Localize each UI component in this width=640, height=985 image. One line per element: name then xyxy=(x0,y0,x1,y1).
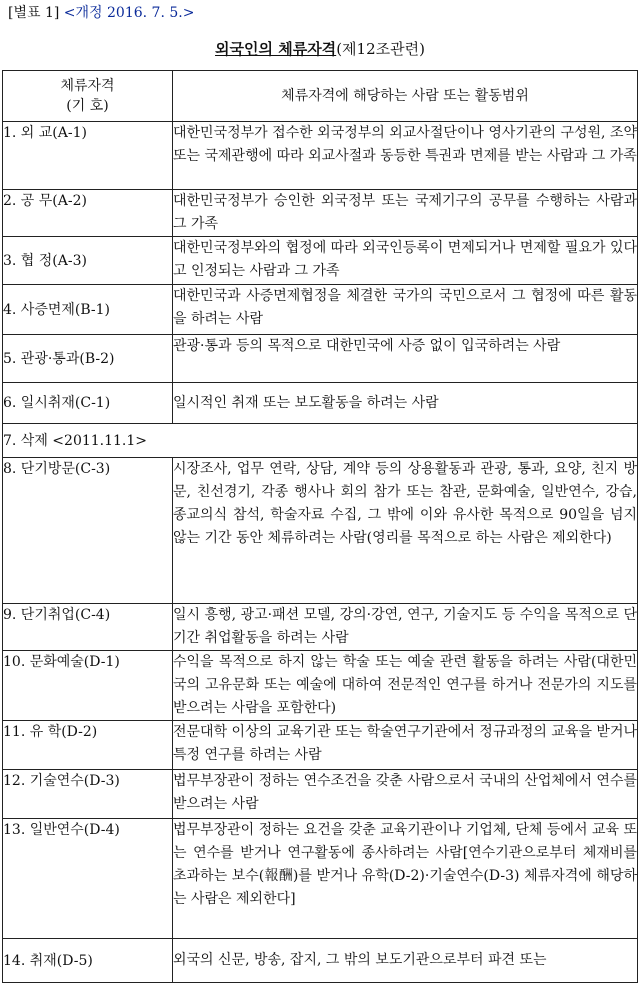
table-row xyxy=(3,939,638,983)
status-code: 6. 일시취재(C-1) xyxy=(3,383,173,424)
status-description: 대한민국정부가 승인한 외국정부 또는 국제기구의 공무를 수행하는 사람과 그 가족 xyxy=(173,190,638,237)
table-row xyxy=(3,604,638,651)
header-line xyxy=(8,2,194,22)
status-code: 11. 유 학(D-2) xyxy=(3,721,173,770)
status-code: 5. 관광·통과(B-2) xyxy=(3,335,173,383)
table-row xyxy=(3,424,638,458)
status-table xyxy=(2,70,638,983)
table-row xyxy=(3,819,638,939)
status-description: 일시적인 취재 또는 보도활동을 하려는 사람 xyxy=(173,383,638,424)
status-description: 전문대학 이상의 교육기관 또는 학술연구기관에서 정규과정의 교육을 받거나 특정 연구를 하려는 사람 xyxy=(173,721,638,770)
status-description: 외국의 신문, 방송, 잡지, 그 밖의 보도기관으로부터 파견 또는 xyxy=(173,939,638,983)
table-row xyxy=(3,285,638,335)
table-row xyxy=(3,458,638,604)
status-code: 13. 일반연수(D-4) xyxy=(3,819,173,939)
title-text: 외국인의 체류자격 xyxy=(215,40,337,58)
table-row xyxy=(3,237,638,285)
document-title xyxy=(0,38,640,59)
header-code-line1: 체류자격 xyxy=(60,78,115,94)
amendment-date: <개정 2016. 7. 5.> xyxy=(63,5,195,21)
table-row xyxy=(3,383,638,424)
status-description: 시장조사, 업무 연락, 상담, 계약 등의 상용활동과 관광, 통과, 요양, 친지 방문, 친선경기, 각종 행사나 회의 참가 또는 참관, 문화예술, 일반연수, 강습, 종교의식 참석, 학술자료 수집, 그 밖에 이와 유사한 목적으로 90일을 넘지 않는 기간 동안 체류하려는 사람(영리를 목적으로 하는 사람은 제외한다) xyxy=(173,458,638,604)
status-code: 10. 문화예술(D-1) xyxy=(3,651,173,721)
status-code: 3. 협 정(A-3) xyxy=(3,237,173,285)
header-description-cell: 체류자격에 해당하는 사람 또는 활동범위 xyxy=(173,71,638,122)
table-header-row xyxy=(3,71,638,122)
status-code: 8. 단기방문(C-3) xyxy=(3,458,173,604)
status-description: 수익을 목적으로 하지 않는 학술 또는 예술 관련 활동을 하려는 사람(대한민국의 고유문화 또는 예술에 대하여 전문적인 연구를 하거나 전문가의 지도를 받으려는 사람을 포함한다) xyxy=(173,651,638,721)
attachment-label: [별표 1] xyxy=(8,5,60,21)
status-code: 4. 사증면제(B-1) xyxy=(3,285,173,335)
table-row xyxy=(3,335,638,383)
table-row xyxy=(3,190,638,237)
status-description: 일시 흥행, 광고·패션 모델, 강의·강연, 연구, 기술지도 등 수익을 목적으로 단기간 취업활동을 하려는 사람 xyxy=(173,604,638,651)
status-description: 법무부장관이 정하는 요건을 갖춘 교육기관이나 기업체, 단체 등에서 교육 또는 연수를 받거나 연구활동에 종사하려는 사람[연수기관으로부터 체재비를 초과하는 보수(報酬)를 받거나 유학(D-2)·기술연수(D-3) 체류자격에 해당하는 사람은 제외한다] xyxy=(173,819,638,939)
table-row xyxy=(3,770,638,819)
status-code: 9. 단기취업(C-4) xyxy=(3,604,173,651)
table-row xyxy=(3,122,638,190)
table-row xyxy=(3,651,638,721)
header-code-cell xyxy=(3,71,173,122)
status-description: 법무부장관이 정하는 연수조건을 갖춘 사람으로서 국내의 산업체에서 연수를 받으려는 사람 xyxy=(173,770,638,819)
status-code: 1. 외 교(A-1) xyxy=(3,122,173,190)
status-description: 대한민국과 사증면제협정을 체결한 국가의 국민으로서 그 협정에 따른 활동을 하려는 사람 xyxy=(173,285,638,335)
status-code: 14. 취재(D-5) xyxy=(3,939,173,983)
status-description: 관광·통과 등의 목적으로 대한민국에 사증 없이 입국하려는 사람 xyxy=(173,335,638,383)
header-code-line2: (기 호) xyxy=(66,98,109,114)
status-code: 12. 기술연수(D-3) xyxy=(3,770,173,819)
status-description: 대한민국정부가 접수한 외국정부의 외교사절단이나 영사기관의 구성원, 조약 또는 국제관행에 따라 외교사절과 동등한 특권과 면제를 받는 사람과 그 가족 xyxy=(173,122,638,190)
title-note: (제12조관련) xyxy=(336,40,425,58)
deleted-status-row: 7. 삭제 <2011.11.1> xyxy=(3,424,638,458)
status-description: 대한민국정부와의 협정에 따라 외국인등록이 면제되거나 면제할 필요가 있다고 인정되는 사람과 그 가족 xyxy=(173,237,638,285)
status-code: 2. 공 무(A-2) xyxy=(3,190,173,237)
table-row xyxy=(3,721,638,770)
